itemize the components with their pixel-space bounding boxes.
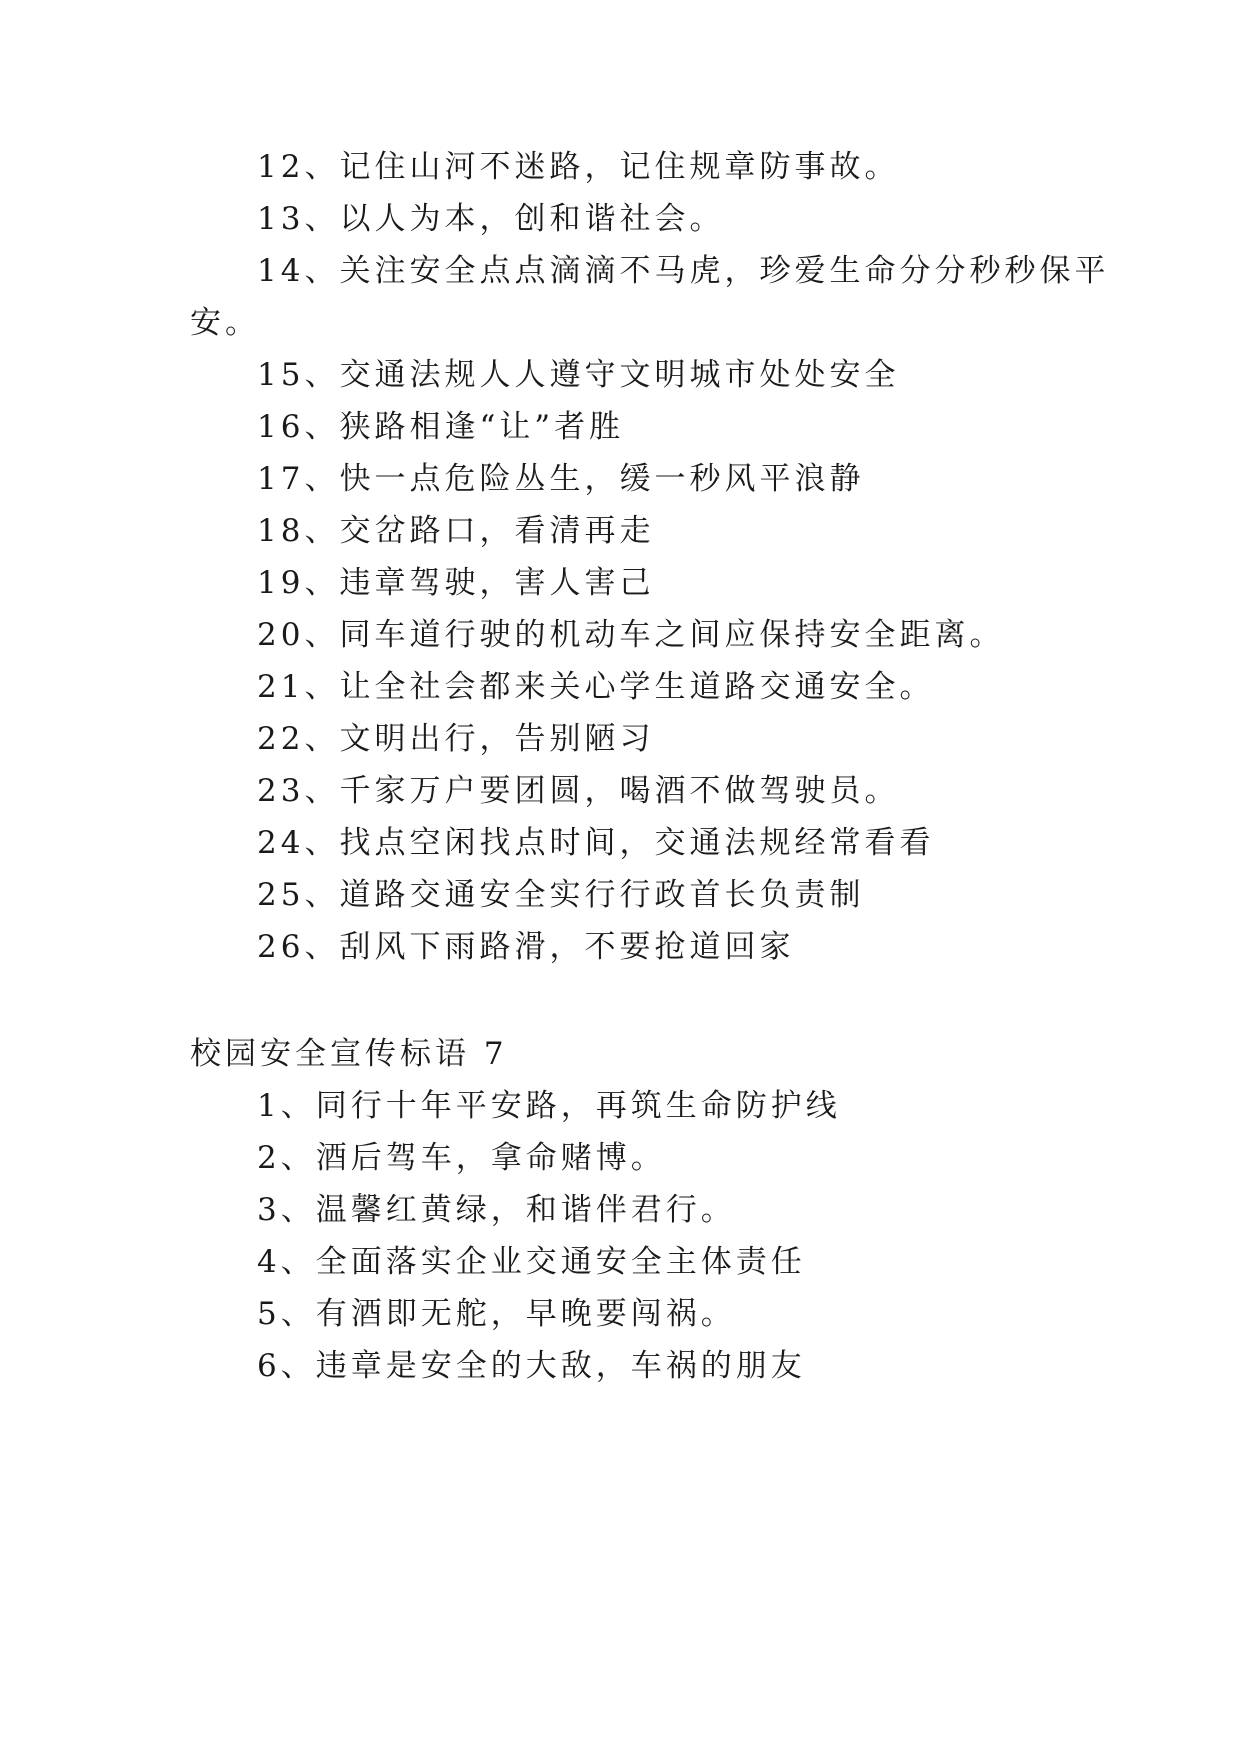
slogan-line: 12、记住山河不迷路，记住规章防事故。 xyxy=(257,149,900,185)
slogan-line: 20、同车道行驶的机动车之间应保持安全距离。 xyxy=(257,617,1005,653)
slogan-line: 5、有酒即无舵，早晚要闯祸。 xyxy=(257,1296,736,1332)
slogan-line: 18、交岔路口，看清再走 xyxy=(257,513,655,549)
slogan-line: 26、刮风下雨路滑，不要抢道回家 xyxy=(257,929,795,965)
slogan-line: 23、千家万户要团圆，喝酒不做驾驶员。 xyxy=(257,773,900,809)
slogan-line: 25、道路交通安全实行行政首长负责制 xyxy=(257,877,865,913)
slogan-line: 2、酒后驾车，拿命赌博。 xyxy=(257,1140,666,1176)
slogan-line: 17、快一点危险丛生，缓一秒风平浪静 xyxy=(257,461,865,497)
slogan-line: 4、全面落实企业交通安全主体责任 xyxy=(257,1244,806,1280)
slogan-line: 14、关注安全点点滴滴不马虎，珍爱生命分分秒秒保平 xyxy=(257,253,1110,289)
slogan-line: 6、违章是安全的大敌，车祸的朋友 xyxy=(257,1348,806,1384)
slogan-line: 15、交通法规人人遵守文明城市处处安全 xyxy=(257,357,900,393)
slogan-line: 21、让全社会都来关心学生道路交通安全。 xyxy=(257,669,935,705)
slogan-line: 1、同行十年平安路，再筑生命防护线 xyxy=(257,1088,841,1124)
slogan-line: 3、温馨红黄绿，和谐伴君行。 xyxy=(257,1192,736,1228)
slogan-line: 16、狭路相逢“让”者胜 xyxy=(257,409,625,445)
slogan-line: 22、文明出行，告别陋习 xyxy=(257,721,655,757)
slogan-line-continuation: 安。 xyxy=(190,305,260,341)
slogan-line: 24、找点空闲找点时间，交通法规经常看看 xyxy=(257,825,935,861)
slogan-line: 19、违章驾驶，害人害己 xyxy=(257,565,655,601)
section-heading: 校园安全宣传标语 7 xyxy=(190,1036,508,1072)
slogan-line: 13、以人为本，创和谐社会。 xyxy=(257,201,725,237)
